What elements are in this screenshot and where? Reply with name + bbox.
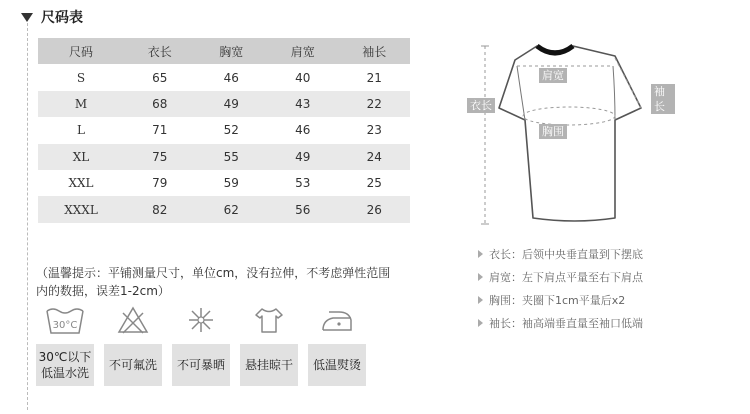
measurement-notes (478, 242, 643, 334)
list-item (478, 242, 643, 265)
care-item-wash (36, 300, 94, 386)
column-header: 肩宽 (267, 38, 339, 64)
care-label-no-bleach: 不可氟洗 (104, 344, 162, 386)
table-cell: 49 (196, 91, 268, 117)
wash-temperature-text: 30°C (52, 320, 78, 331)
note-text: 肩宽：左下肩点平量至右下肩点 (489, 270, 643, 284)
table-row (38, 117, 410, 143)
table-cell: 59 (223, 176, 239, 191)
table-row (38, 196, 410, 222)
no-sun-icon (172, 300, 230, 340)
care-label-line: 低温水洗 (40, 366, 89, 380)
note-text: 袖长：袖高端垂直量至袖口低端 (489, 316, 643, 330)
care-item-hang-dry (240, 300, 298, 386)
section-header (21, 6, 83, 28)
hang-dry-icon (240, 300, 298, 340)
column-header: 衣长 (124, 38, 196, 64)
list-item (478, 311, 643, 334)
table-cell: 22 (339, 91, 411, 117)
table-cell: 56 (267, 196, 339, 222)
table-cell: 46 (295, 123, 311, 138)
table-header-row (38, 38, 410, 64)
size-chart-table (38, 38, 410, 223)
care-label-low-iron: 低温熨烫 (308, 344, 366, 386)
tshirt-diagram (465, 38, 675, 238)
measurement-notice (36, 264, 456, 300)
wash-30c-icon (36, 300, 94, 340)
size-cell: S (76, 70, 86, 85)
table-cell: 40 (295, 70, 311, 85)
table-row (38, 170, 410, 196)
section-title: 尺码表 (41, 10, 83, 26)
care-label-no-sun: 不可暴晒 (172, 344, 230, 386)
table-cell: 53 (295, 176, 311, 191)
care-item-no-sun (172, 300, 230, 386)
table-row (38, 91, 410, 117)
table-cell: 23 (366, 123, 382, 138)
table-cell: 52 (223, 123, 239, 138)
table-cell: 62 (196, 196, 268, 222)
table-cell: 79 (152, 176, 168, 191)
note-text: 衣长：后领中央垂直量到下摆底 (489, 247, 643, 261)
column-header: 袖长 (339, 38, 411, 64)
column-header: 胸宽 (196, 38, 268, 64)
low-iron-icon (308, 300, 366, 340)
notice-line: （温馨提示：平铺测量尺寸，单位cm，没有拉伸，不考虑弹性范围 (36, 266, 391, 280)
table-cell: 21 (366, 70, 382, 85)
chest-label: 胸围 (539, 124, 567, 139)
care-label-wash (36, 344, 94, 386)
table-cell: 55 (196, 144, 268, 170)
table-row (38, 144, 410, 170)
table-cell: 25 (366, 176, 382, 191)
sleeve-label: 袖长 (651, 84, 675, 114)
table-cell: 75 (124, 144, 196, 170)
arrow-right-icon (478, 273, 483, 281)
shoulder-label: 肩宽 (539, 68, 567, 83)
table-cell: 71 (152, 123, 168, 138)
dashed-divider (27, 18, 28, 410)
table-cell: 82 (124, 196, 196, 222)
table-cell: 26 (339, 196, 411, 222)
list-item (478, 265, 643, 288)
table-cell: 46 (223, 70, 239, 85)
table-cell: 65 (152, 70, 168, 85)
tshirt-icon (465, 38, 675, 238)
size-cell: L (77, 123, 85, 138)
table-cell: 49 (267, 144, 339, 170)
size-cell: XL (38, 144, 124, 170)
table-cell: 43 (267, 91, 339, 117)
size-cell: XXL (68, 176, 94, 191)
note-text: 胸围：夹圈下1cm平量后x2 (489, 293, 626, 307)
care-item-no-bleach (104, 300, 162, 386)
care-label-line: 30℃以下 (38, 350, 92, 364)
table-row (38, 64, 410, 90)
care-item-low-iron (308, 300, 366, 386)
length-label: 衣长 (467, 98, 495, 113)
care-label-hang-dry: 悬挂晾干 (240, 344, 298, 386)
arrow-right-icon (478, 296, 483, 304)
table-cell: 68 (124, 91, 196, 117)
column-header: 尺码 (38, 38, 124, 64)
table-cell: 24 (339, 144, 411, 170)
size-cell: XXXL (38, 196, 124, 222)
triangle-down-icon (21, 13, 33, 22)
notice-line: 内的数据，误差1-2cm） (36, 284, 170, 298)
arrow-right-icon (478, 319, 483, 327)
size-cell: M (38, 91, 124, 117)
arrow-right-icon (478, 250, 483, 258)
no-bleach-icon (104, 300, 162, 340)
list-item (478, 288, 643, 311)
